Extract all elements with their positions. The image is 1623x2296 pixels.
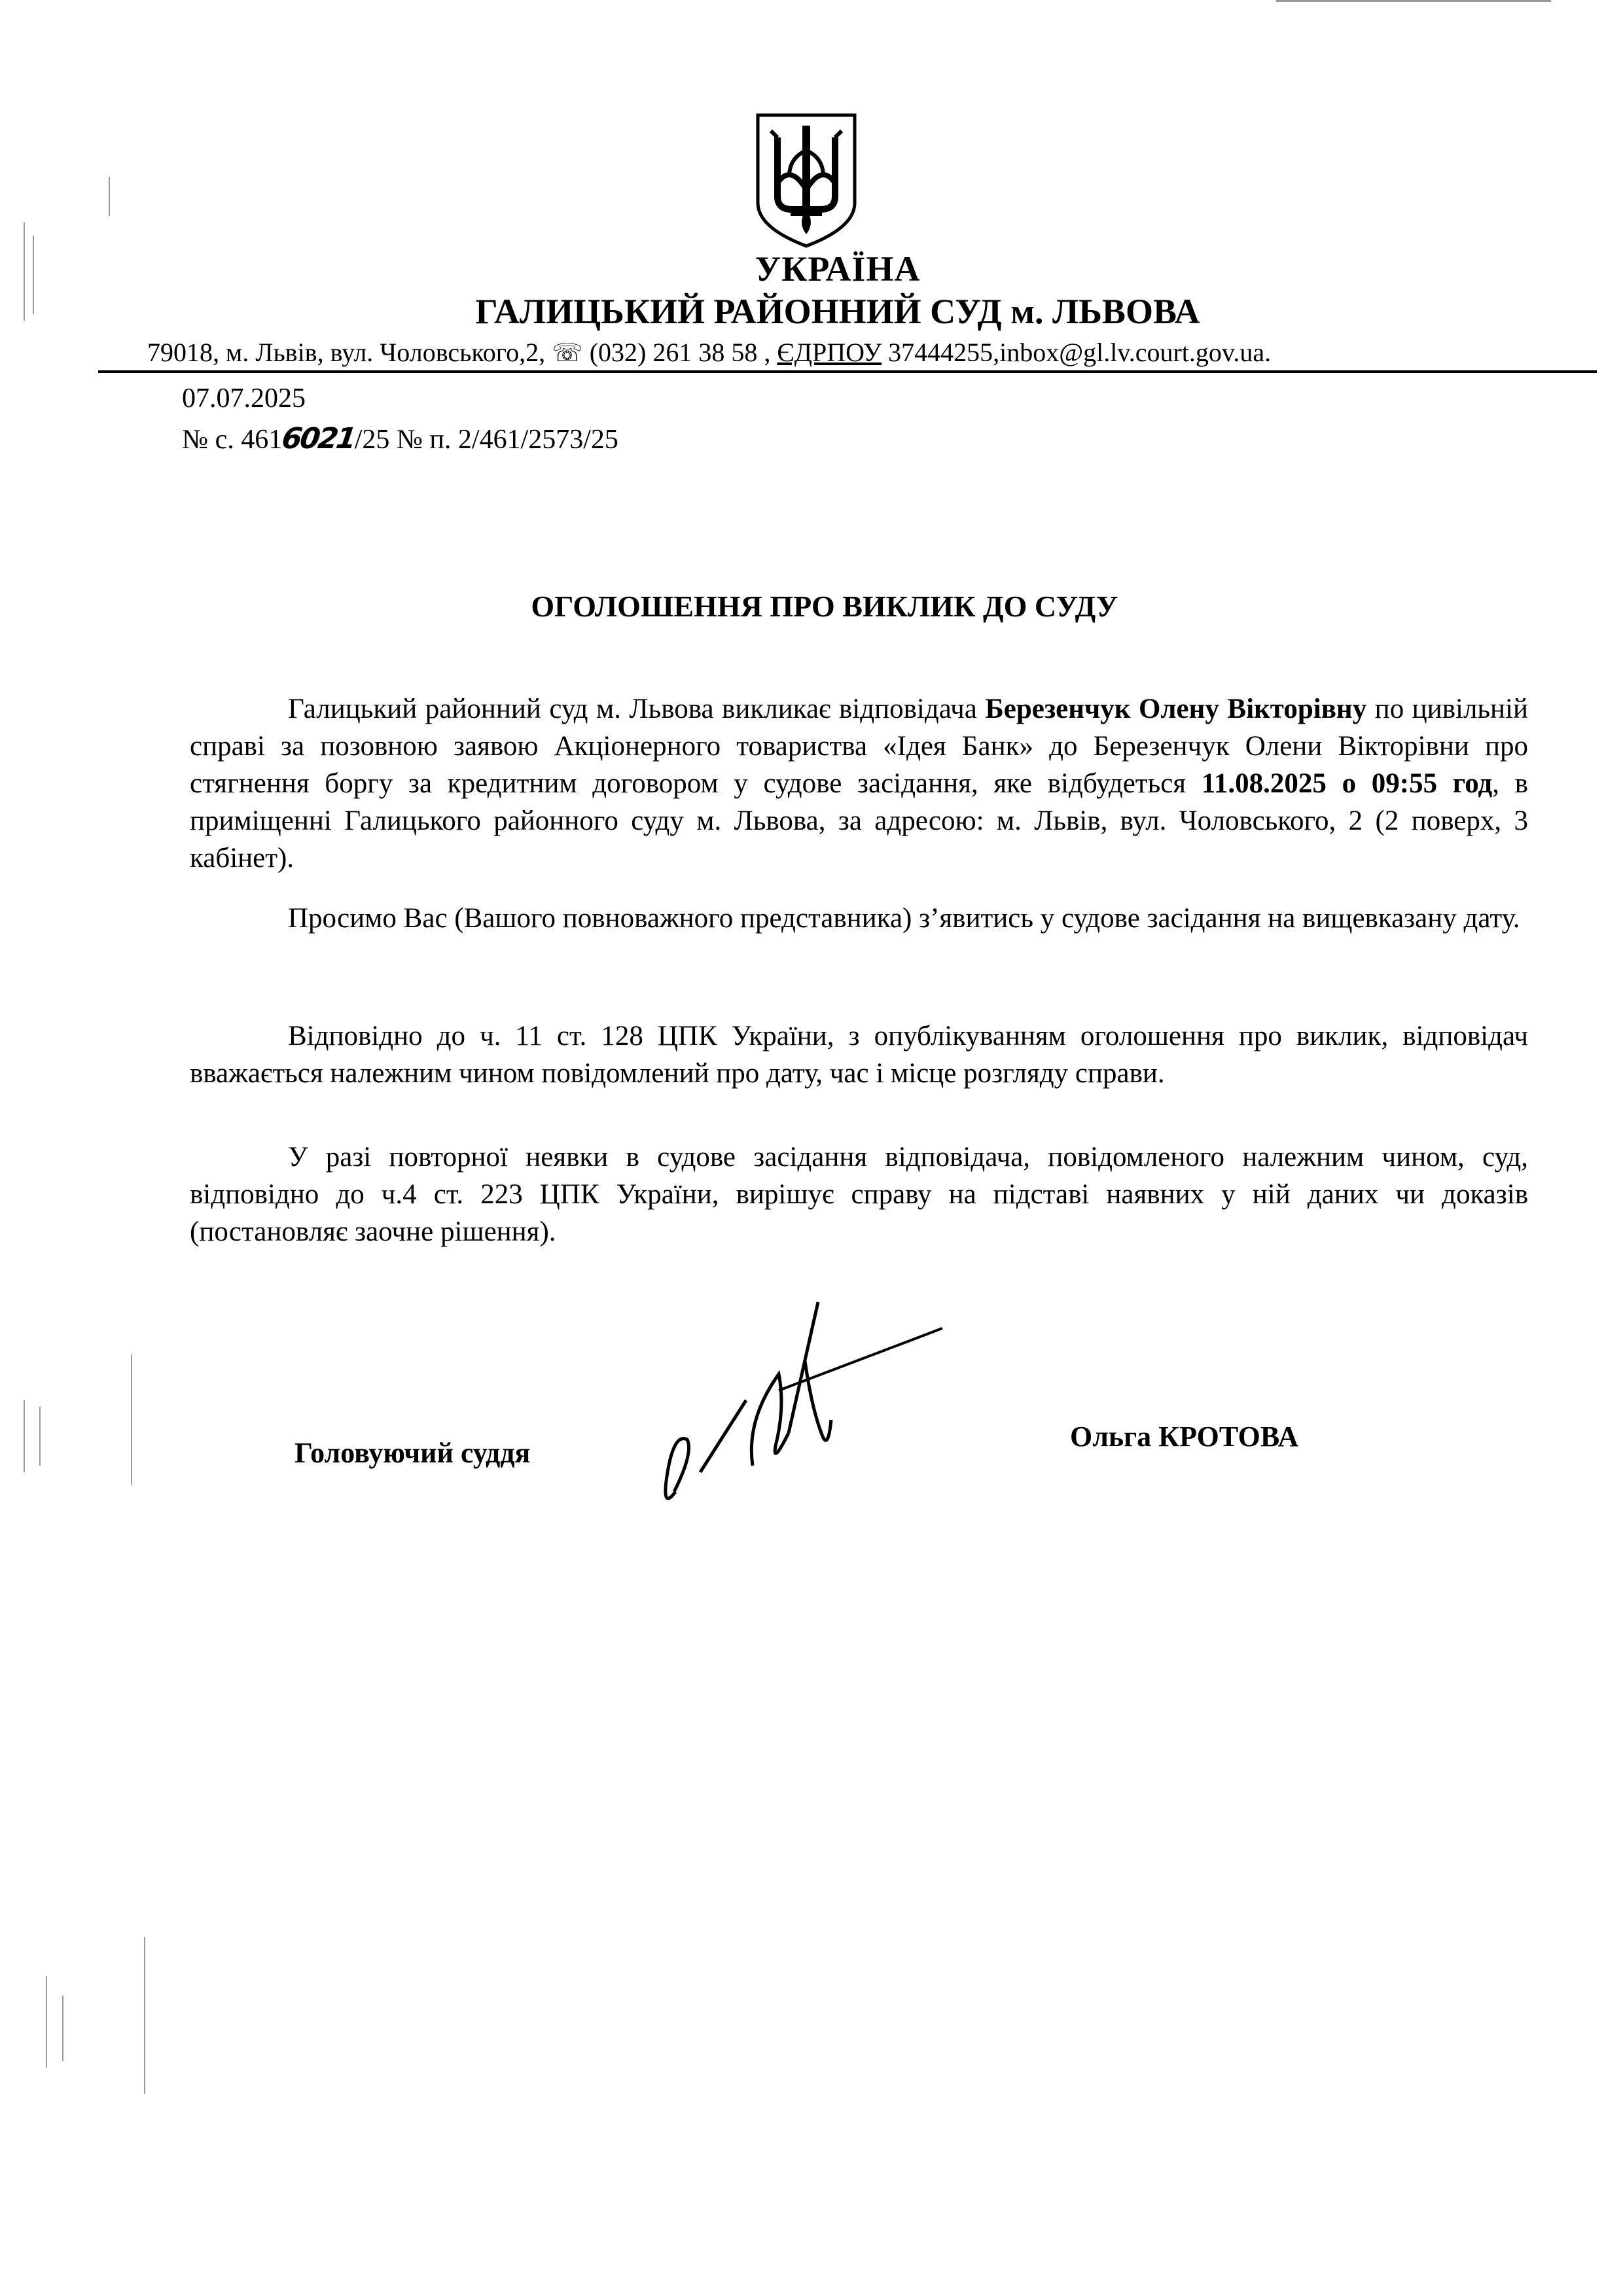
document-title: ОГОЛОШЕННЯ ПРО ВИКЛИК ДО СУДУ [531,590,1118,623]
court-address: 79018, м. Львів, вул. Чоловського,2, [147,338,546,367]
paragraph-consequence-text: У разі повторної неявки в судове засідання відповідача, повідомленого належним чином, суд, відповідно до ч.4 ст. 223 ЦПК України, вирішує справу на підставі наявних у ній даних чи доказів (постановляє заочне рішення). [190,1142,1528,1247]
edrpou-label: ЄДРПОУ [777,338,882,367]
paragraph-summons-text-a: Галицький районний суд м. Львова викликає відповідача [288,694,986,724]
signatory-role: Головуючий суддя [294,1437,531,1469]
case-handwritten-number: 6021 [279,422,357,455]
court-name: ГАЛИЦЬКИЙ РАЙОННИЙ СУД м. ЛЬВОВА [475,292,1200,331]
telephone-icon: ☏ [552,340,583,367]
scan-mark [144,1937,145,2094]
paragraph-summons-text-c: , в приміщенні Галицького районного суду м. Львова, за адресою: м. Львів, вул. Чоловського, 2 (2 поверх, 3 кабінет). [190,768,1528,874]
edrpou-and-email: 37444255,inbox@gl.lv.court.gov.ua. [888,338,1272,367]
header-divider [98,370,1597,373]
paragraph-notice-text: Відповідно до ч. 11 ст. 128 ЦПК України, з опублікуванням оголошення про виклик, відповідач вважається належним чином повідомлений про дату, час і місце розгляду справи. [190,1021,1528,1089]
trident-emblem-icon [751,111,861,250]
hearing-datetime: 11.08.2025 о 09:55 год [1201,768,1493,799]
document-date: 07.07.2025 [182,383,306,414]
handwritten-signature-icon [648,1276,962,1525]
case-number [182,422,618,455]
court-address-line [147,337,1271,368]
scan-mark [131,1354,132,1485]
paragraph-request [190,900,1528,937]
scan-mark [62,1996,63,2061]
paragraph-summons-text-b: по цивільній справі за позовною заявою Акціонерного товариства «Ідея Банк» до Березенчук Олени Вікторівни про стягнення боргу за кредитним договором у судове засідання, яке відбудеться [190,694,1528,799]
scan-mark [39,1407,41,1466]
case-prefix: № с. 461 [182,425,283,455]
signatory-name: Ольга КРОТОВА [1070,1421,1299,1453]
scan-mark [1276,0,1551,2]
country-name: УКРАЇНА [755,249,921,289]
paragraph-notice [190,1017,1528,1092]
scan-mark [24,1400,25,1472]
paragraph-request-text: Просимо Вас (Вашого повноважного представника) з’явитись у судове засідання на вищевказану дату. [288,903,1520,934]
case-suffix: /25 № п. 2/461/2573/25 [354,425,618,455]
defendant-name: Березенчук Олену Вікторівну [985,694,1367,724]
scan-mark [46,1976,47,2068]
court-phone: (032) 261 38 58 , [589,338,771,367]
paragraph-summons [190,690,1528,877]
paragraph-consequence [190,1139,1528,1250]
scan-mark [109,177,110,216]
